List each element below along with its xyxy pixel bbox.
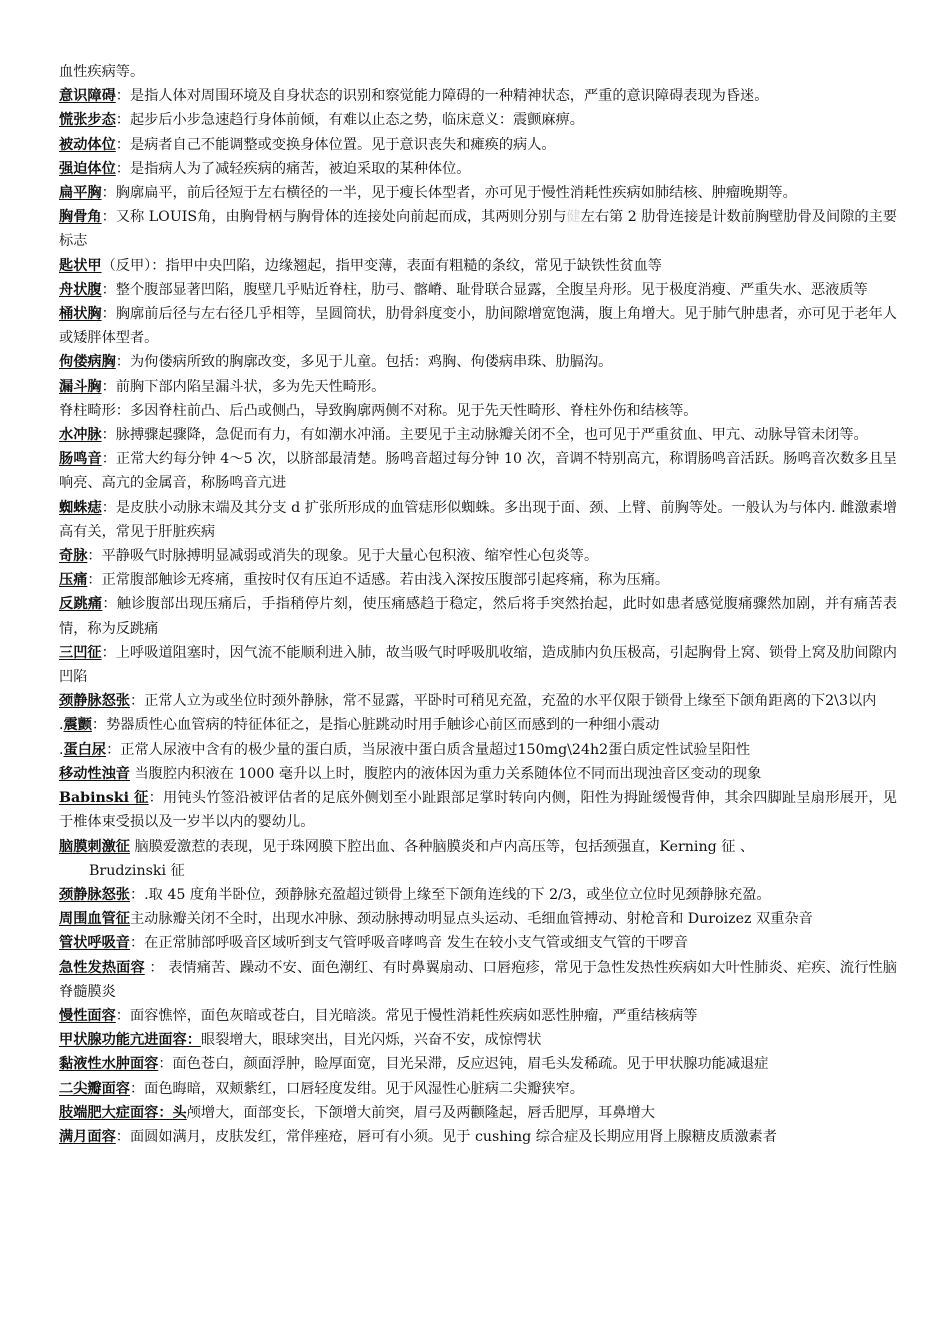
definition-entry <box>59 762 897 786</box>
definition-entry <box>59 689 897 713</box>
entry-body: ：面容憔悴，面色灰暗或苍白，目光暗淡。常见于慢性消耗性疾病如恶性肿瘤，严重结核病等 <box>115 1007 698 1024</box>
entry-body: ：前胸下部内陷呈漏斗状，多为先天性畸形。 <box>101 378 386 395</box>
definition-entry <box>59 399 897 423</box>
entry-body: ：胸廓前后径与左右径几乎相等，呈圆筒状，肋骨斜度变小，肋间隙增宽饱满，腹上角增大。见于肺气肿患者，亦可见于老年人或矮胖体型者。 <box>59 306 897 347</box>
definition-entry <box>59 1004 897 1028</box>
definition-entry <box>59 907 897 931</box>
definition-entry <box>59 84 897 108</box>
entry-body: 当腹腔内积液在 1000 毫升以上时，腹腔内的液体因为重力关系随体位不同而出现浊音区变动的现象 <box>129 765 762 782</box>
definition-entry <box>59 1077 897 1101</box>
entry-term: 反跳痛 <box>59 596 103 613</box>
entry-prefix: . <box>59 741 64 758</box>
definition-entry <box>59 568 897 592</box>
entry-term: 奇脉 <box>59 548 88 565</box>
definition-entry <box>59 786 897 834</box>
entry-term: 被动体位 <box>59 136 116 153</box>
entry-term: 匙状甲 <box>59 257 102 274</box>
entry-term: 桶状胸 <box>59 306 102 323</box>
entry-term: 慌张步态 <box>59 112 116 129</box>
definition-entry <box>59 302 897 350</box>
entry-body: ：正常腹部触诊无疼痛，重按时仅有压迫不适感。若由浅入深按压腹部引起疼痛，称为压痛。 <box>87 572 670 589</box>
entry-body: ：用钝头竹签沿被评估者的足底外侧划至小趾跟部足掌时转向内侧，阳性为拇趾缓慢背伸，其余四脚趾呈扇形展开，见于椎体束受损以及一岁半以内的婴幼儿。 <box>59 790 897 831</box>
entry-term: 黏液性水肿面容 <box>59 1056 159 1073</box>
definition-entry <box>59 496 897 544</box>
definition-entry <box>59 133 897 157</box>
entry-body: ：又称 LOUIS角，由胸骨柄与胸骨体的连接处向前起而成，其两则分别与 <box>101 209 567 226</box>
entry-body: ：是皮肤小动脉末端及其分支 d 扩张所形成的血管痣形似蜘蛛。多出现于面、颈、上臂、前胸等处。一般认为与体内. 雌激素增高有关，常见于肝脏疾病 <box>59 499 897 540</box>
entry-term: Babinski 征 <box>59 790 149 807</box>
entry-term: 佝偻病胸 <box>59 354 116 371</box>
entry-term: 蜘蛛痣 <box>59 499 102 516</box>
document-page <box>59 60 897 1149</box>
definition-entry <box>59 60 897 84</box>
entry-body: ：触诊腹部出现压痛后，手指稍停片刻，使压痛感趋于稳定，然后将手突然抬起，此时如患者感觉腹痛骤然加剧，并有痛苦表情，称为反跳痛 <box>59 596 897 637</box>
definition-entry <box>59 1125 897 1149</box>
entry-term: 震颤 <box>63 717 92 734</box>
faint-char: 健 <box>566 209 581 226</box>
entry-term: 颈静脉怒张 <box>59 886 130 903</box>
entry-body: ：势器质性心血管病的特征体征之，是指心脏跳动时用手触诊心前区而感到的一种细小震动 <box>91 717 660 734</box>
entry-body: ：正常大约每分钟 4～5 次，以脐部最清楚。肠鸣音超过每分钟 10 次，音调不特别高亢，称谓肠鸣音活跃。肠鸣音次数多且呈响亮、高亢的金属音，称肠鸣音亢进 <box>59 451 897 492</box>
entry-body: ：整个腹部显著凹陷，腹壁几乎贴近脊柱，肋弓、髂嵴、耻骨联合显露，全腹呈舟形。见于极度消瘦、严重失水、恶液质等 <box>101 281 868 298</box>
entry-body: ： 表情痛苦、躁动不安、面色潮红、有时鼻翼扇动、口唇疱疹，常见于急性发热性疾病如大叶性肺炎、疟疾、流行性脑脊髓膜炎 <box>59 959 897 1000</box>
entry-body: 脊柱畸形：多因脊柱前凸、后凸或侧凸，导致胸廓两侧不对称。见于先天性畸形、脊柱外伤和结核等。 <box>59 402 698 419</box>
entry-body: 主动脉瓣关闭不全时，出现水冲脉、颈动脉搏动明显点头运动、毛细血管搏动、射枪音和 Duroizez 双重杂音 <box>129 911 813 928</box>
entry-term: 肢端肥大症面容：头 <box>59 1104 187 1121</box>
entry-body: （反甲）：指甲中央凹陷，边缘翘起，指甲变薄，表面有粗糙的条纹，常见于缺铁性贫血等 <box>101 257 662 274</box>
entry-body: 颅增大，面部变长，下颌增大前突，眉弓及两颧隆起，唇舌肥厚，耳鼻增大 <box>186 1104 655 1121</box>
entry-body: ：面色苍白，颜面浮肿，睑厚面宽，目光呆滞，反应迟钝，眉毛头发稀疏。见于甲状腺功能减退症 <box>158 1056 769 1073</box>
entry-prefix: . <box>59 717 64 734</box>
definition-entry <box>59 835 897 859</box>
entry-term: 胸骨角 <box>59 209 102 226</box>
entry-term: 三凹征 <box>59 644 102 661</box>
entry-term: 周围血管征 <box>59 911 130 928</box>
entry-body: ：起步后小步急速趋行身体前倾，有难以止态之势，临床意义：震颤麻痹。 <box>115 112 584 129</box>
entry-body: 脑膜爱激惹的表现，见于珠网膜下腔出血、各种脑膜炎和卢内高压等，包括颈强直，Kerning 征 、 <box>129 838 755 855</box>
entry-term: 水冲脉 <box>59 427 102 444</box>
entry-term: 慢性面容 <box>59 1007 116 1024</box>
entry-continuation: Brudzinski 征 <box>89 862 185 879</box>
entry-body: 血性疾病等。 <box>59 64 145 80</box>
entry-body: ：在正常肺部呼吸音区域听到支气管呼吸音哮鸣音 发生在较小支气管或细支气管的干啰音 <box>129 935 688 952</box>
entry-body-tail: 左右第 2 肋骨连接是计数前胸壁肋骨及间隙的主要标志 <box>59 209 897 250</box>
definition-entry <box>59 350 897 374</box>
definition-entry <box>59 423 897 447</box>
entry-term: 甲状腺功能亢进面容： <box>59 1032 201 1049</box>
entry-term: 舟状腹 <box>59 281 102 298</box>
entry-term: 漏斗胸 <box>59 378 102 395</box>
entry-term: 肠鸣音 <box>59 451 102 468</box>
entry-body: ：胸廓扁平，前后径短于左右横径的一半，见于瘦长体型者，亦可见于慢性消耗性疾病如肺结核、肿瘤晚期等。 <box>101 185 797 202</box>
entry-term: 满月面容 <box>59 1128 116 1145</box>
definition-entry <box>59 592 897 640</box>
entry-body: ：.取 45 度角半卧位，颈静脉充盈超过锁骨上缘至下颌角连线的下 2/3，或坐位立位时见颈静脉充盈。 <box>129 886 771 903</box>
definition-entry <box>59 278 897 302</box>
definition-entry <box>59 738 897 762</box>
entry-term: 颈静脉怒张 <box>59 693 130 710</box>
entry-term: 管状呼吸音 <box>59 935 130 952</box>
definition-entry <box>59 254 897 278</box>
entry-term: 压痛 <box>59 572 88 589</box>
entry-body: ：面色晦暗，双颊紫红，口唇轻度发绀。见于风湿性心脏病二尖瓣狭窄。 <box>129 1080 584 1097</box>
definition-entry <box>59 447 897 495</box>
definition-entry <box>59 375 897 399</box>
entry-body: ：正常人尿液中含有的极少量的蛋白质，当尿液中蛋白质含量超过150mg\24h2蛋白质定性试验呈阳性 <box>106 741 751 758</box>
definition-entry <box>59 1101 897 1125</box>
entry-term: 二尖瓣面容 <box>59 1080 130 1097</box>
entry-term: 急性发热面容 <box>59 959 145 976</box>
entry-body: ：面圆如满月，皮肤发红，常伴痤疮，唇可有小须。见于 cushing 综合症及长期应用肾上腺糖皮质激素者 <box>115 1128 777 1145</box>
entry-body: ：是指病人为了减轻疾病的痛苦，被迫采取的某种体位。 <box>115 160 471 177</box>
definition-entry <box>59 544 897 568</box>
entry-term: 强迫体位 <box>59 160 116 177</box>
entry-body: ：平静吸气时脉搏明显减弱或消失的现象。见于大量心包积液、缩窄性心包炎等。 <box>87 548 599 565</box>
definition-entry <box>59 157 897 181</box>
definition-entry <box>59 931 897 955</box>
entry-body: ：是病者自己不能调整或变换身体位置。见于意识丧失和瘫痪的病人。 <box>115 136 556 153</box>
entry-term: 扁平胸 <box>59 185 102 202</box>
entry-body: ：脉搏骤起骤降，急促而有力，有如潮水冲涌。主要见于主动脉瓣关闭不全，也可见于严重贫血、甲亢、动脉导管未闭等。 <box>101 427 868 444</box>
entry-term: 意识障碍 <box>59 88 116 105</box>
entry-body: 眼裂增大，眼球突出，目光闪烁，兴奋不安，成惊愕状 <box>200 1032 542 1049</box>
entry-term: 蛋白尿 <box>63 741 107 758</box>
definition-entry <box>59 713 897 737</box>
definition-entry <box>59 1052 897 1076</box>
entry-body: ：上呼吸道阻塞时，因气流不能顺利进入肺，故当吸气时呼吸肌收缩，造成肺内负压极高，引起胸骨上窝、锁骨上窝及肋间隙内凹陷 <box>59 644 897 686</box>
definition-entry <box>59 205 897 253</box>
definition-entry <box>59 181 897 205</box>
definition-entry <box>59 956 897 1004</box>
definition-entry <box>59 883 897 907</box>
definition-entry <box>59 641 897 689</box>
entry-term: 脑膜刺激征 <box>59 838 130 855</box>
entry-body: ：正常人立为或坐位时颈外静脉，常不显露，平卧时可稍见充盈，充盈的水平仅限于锁骨上缘至下颌角距离的下2\3以内 <box>129 693 877 710</box>
entry-term: 移动性浊音 <box>59 765 130 782</box>
definition-entry <box>59 108 897 132</box>
entry-body: ：是指人体对周围环境及自身状态的识别和察觉能力障碍的一种精神状态，严重的意识障碍表现为昏迷。 <box>115 88 769 105</box>
entry-body: ：为佝偻病所致的胸廓改变，多见于儿童。包括：鸡胸、佝偻病串珠、肋膈沟。 <box>115 354 613 371</box>
definition-entry <box>59 1028 897 1052</box>
